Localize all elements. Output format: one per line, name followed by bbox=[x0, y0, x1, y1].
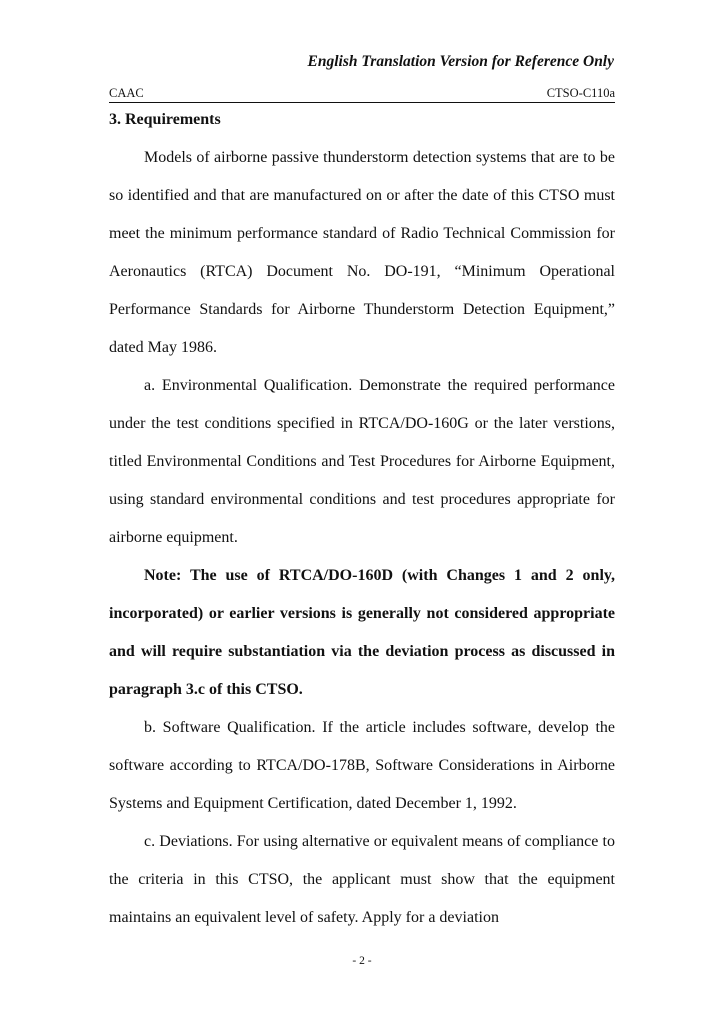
software-qualification-paragraph: b. Software Qualification. If the article includes software, develop the software according to RTCA/DO-178B, Software Considerations in Airborne Systems and Equipment Certification, dated December 1, 1992. bbox=[109, 719, 615, 812]
requirements-paragraph: Models of airborne passive thunderstorm detection systems that are to be so identified and that are manufactured on or after the date of this CTSO must meet the minimum performance standard of Radio Technical Commission for Aeronautics (RTCA) Document No. DO-191, “Minimum Operational Performance Standards for Airborne Thunderstorm Detection Equipment,” dated May 1986. bbox=[109, 149, 615, 356]
page-number: - 2 - bbox=[352, 955, 372, 967]
deviations-paragraph: c. Deviations. For using alternative or equivalent means of compliance to the criteria in this CTSO, the applicant must show that the equipment maintains an equivalent level of safety. Apply for a deviation bbox=[109, 833, 615, 926]
note-paragraph: Note: The use of RTCA/DO-160D (with Changes 1 and 2 only, incorporated) or earlier versions is generally not considered appropriate and will require substantiation via the deviation process as discussed in paragraph 3.c of this CTSO. bbox=[109, 567, 615, 698]
running-header bbox=[109, 86, 615, 103]
header-organization: CAAC bbox=[109, 86, 144, 100]
translation-note: English Translation Version for Reference Only bbox=[307, 53, 614, 70]
header-document-id: CTSO-C110a bbox=[546, 86, 615, 100]
section-heading: 3. Requirements bbox=[109, 111, 221, 128]
environmental-qualification-paragraph: a. Environmental Qualification. Demonstrate the required performance under the test conditions specified in RTCA/DO-160G or the later verstions, titled Environmental Conditions and Test Procedures for Airborne Equipment, using standard environmental conditions and test procedures appropriate for airborne equipment. bbox=[109, 377, 615, 546]
